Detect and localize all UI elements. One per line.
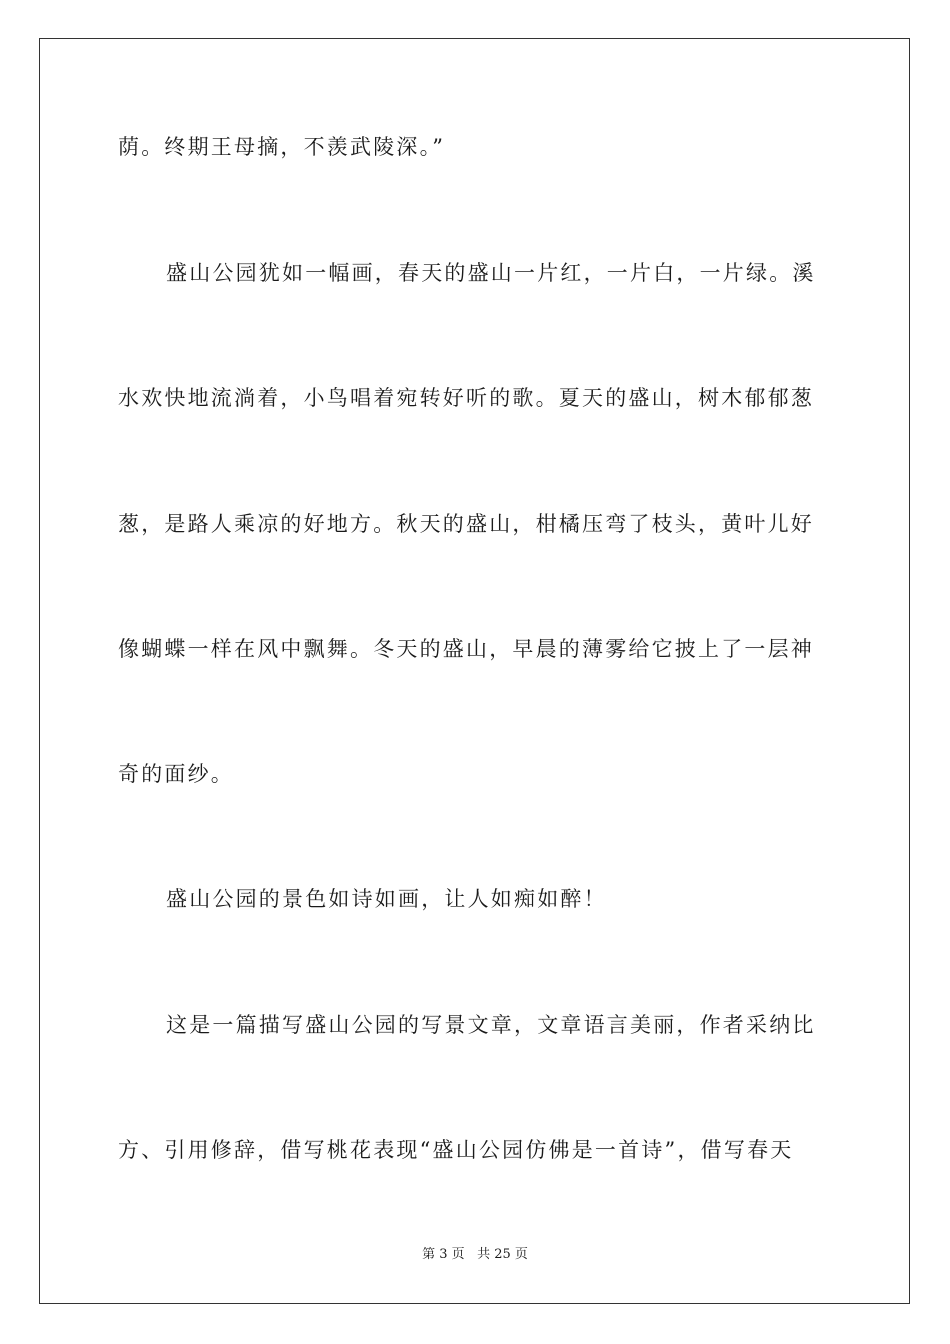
text-line: 葱，是路人乘凉的好地方。秋天的盛山，柑橘压弯了枝头，黄叶儿好 (118, 512, 814, 536)
text-line: 方、引用修辞，借写桃花表现“盛山公园仿佛是一首诗”，借写春天 (118, 1138, 794, 1162)
text-line: 奇的面纱。 (118, 762, 234, 786)
text-line: 像蝴蝶一样在风中飘舞。冬天的盛山，早晨的薄雾给它披上了一层神 (118, 637, 814, 661)
text-line: 水欢快地流淌着，小鸟唱着宛转好听的歌。夏天的盛山，树木郁郁葱 (118, 386, 814, 410)
paragraph-first-line: 盛山公园的景色如诗如画，让人如痴如醉！ (166, 887, 607, 911)
text-line: 荫。终期王母摘，不羡武陵深。” (118, 135, 446, 159)
paragraph-first-line: 盛山公园犹如一幅画，春天的盛山一片红，一片白，一片绿。溪 (166, 261, 816, 285)
page-total: 共 25 页 (477, 1247, 528, 1262)
paragraph-first-line: 这是一篇描写盛山公园的写景文章，文章语言美丽，作者采纳比 (166, 1013, 816, 1037)
page-footer (0, 1246, 950, 1264)
page-number: 第 3 页 (422, 1247, 465, 1262)
page-border (39, 38, 910, 1304)
